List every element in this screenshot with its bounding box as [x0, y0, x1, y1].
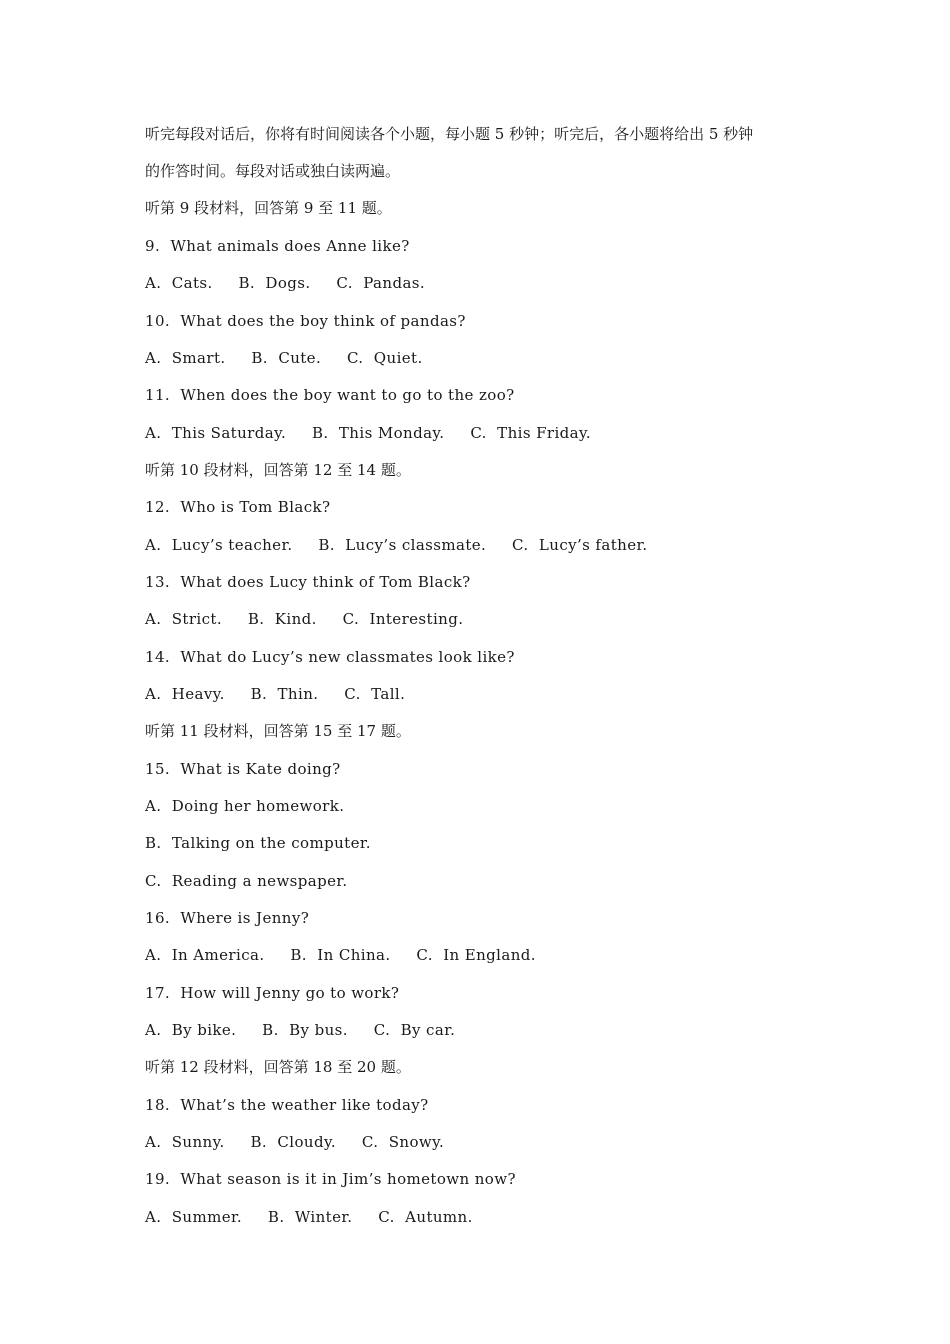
- question-10: 10. What does the boy think of pandas?: [145, 312, 466, 330]
- question-14: 14. What do Lucy’s new classmates look like?: [145, 648, 515, 666]
- options-18: A. Sunny. B. Cloudy. C. Snowy.: [145, 1133, 445, 1151]
- section-heading-12: 听第 12 段材料，回答第 18 至 20 题。: [145, 1058, 411, 1076]
- question-17: 17. How will Jenny go to work?: [145, 984, 400, 1002]
- section-heading-9: 听第 9 段材料，回答第 9 至 11 题。: [145, 199, 392, 217]
- options-17: A. By bike. B. By bus. C. By car.: [145, 1021, 456, 1039]
- instruction-line-1: 听完每段对话后，你将有时间阅读各个小题，每小题 5 秒钟；听完后，各小题将给出 5 秒钟: [145, 125, 754, 143]
- option-15-a: A. Doing her homework.: [145, 797, 345, 815]
- option-15-b: B. Talking on the computer.: [145, 834, 371, 852]
- options-12: A. Lucy’s teacher. B. Lucy’s classmate. C. Lucy’s father.: [145, 536, 648, 554]
- options-13: A. Strict. B. Kind. C. Interesting.: [145, 610, 464, 628]
- question-12: 12. Who is Tom Black?: [145, 498, 331, 516]
- options-14: A. Heavy. B. Thin. C. Tall.: [145, 685, 406, 703]
- options-16: A. In America. B. In China. C. In England.: [145, 946, 536, 964]
- question-13: 13. What does Lucy think of Tom Black?: [145, 573, 471, 591]
- option-15-c: C. Reading a newspaper.: [145, 872, 348, 890]
- question-11: 11. When does the boy want to go to the zoo?: [145, 386, 515, 404]
- options-19: A. Summer. B. Winter. C. Autumn.: [145, 1208, 473, 1226]
- question-15: 15. What is Kate doing?: [145, 760, 341, 778]
- section-heading-10: 听第 10 段材料，回答第 12 至 14 题。: [145, 461, 411, 479]
- question-16: 16. Where is Jenny?: [145, 909, 310, 927]
- question-19: 19. What season is it in Jim’s hometown now?: [145, 1170, 516, 1188]
- options-9: A. Cats. B. Dogs. C. Pandas.: [145, 274, 426, 292]
- instruction-line-2: 的作答时间。每段对话或独白读两遍。: [145, 162, 401, 180]
- question-9: 9. What animals does Anne like?: [145, 237, 410, 255]
- section-heading-11: 听第 11 段材料，回答第 15 至 17 题。: [145, 722, 411, 740]
- options-10: A. Smart. B. Cute. C. Quiet.: [145, 349, 423, 367]
- options-11: A. This Saturday. B. This Monday. C. This Friday.: [145, 424, 592, 442]
- question-18: 18. What’s the weather like today?: [145, 1096, 429, 1114]
